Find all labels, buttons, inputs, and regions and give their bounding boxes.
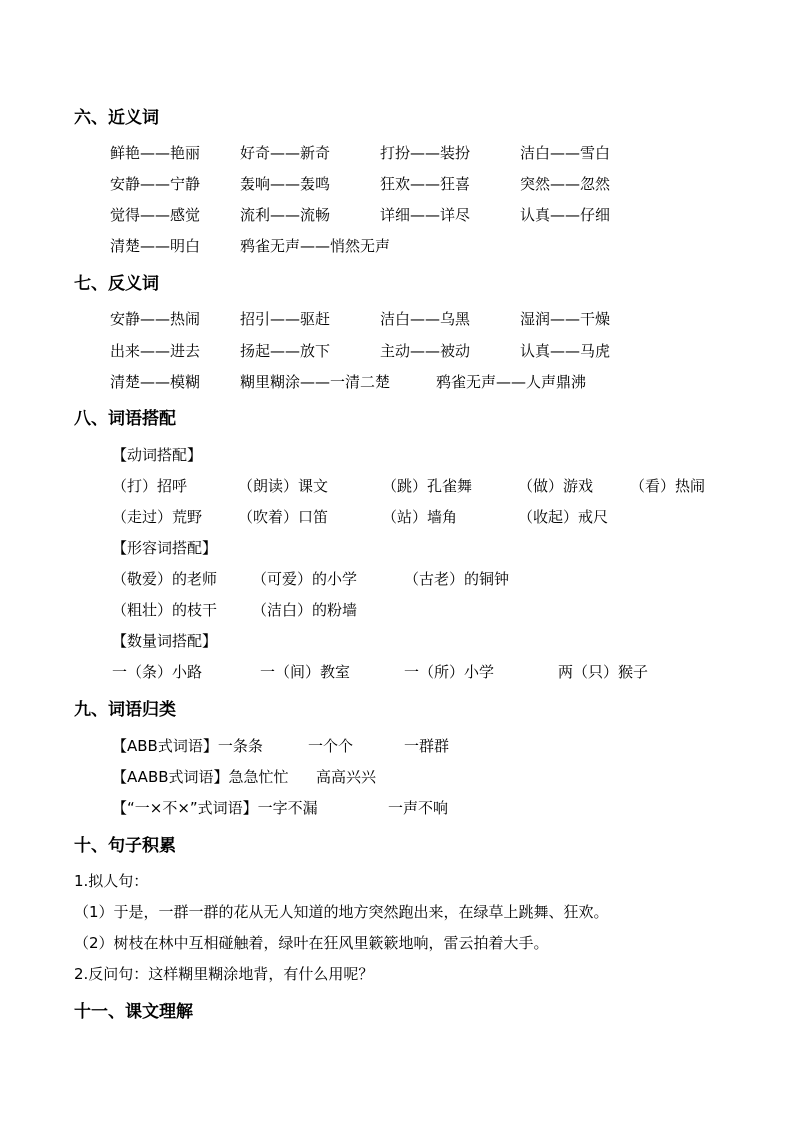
section-title-comprehension: 十一、课文理解 (74, 1002, 193, 1022)
word-pair: 安静——热闹 (110, 310, 201, 328)
word-pair: 湿润——干燥 (520, 310, 611, 328)
collocation: （朗读）课文 (238, 477, 329, 495)
collocation: 一（所）小学 (404, 663, 495, 681)
collocation: （可爱）的小学 (252, 570, 358, 588)
sentence-line: 2.反问句：这样糊里糊涂地背，有什么用呢？ (74, 965, 374, 983)
word-pair: 出来——进去 (110, 342, 201, 360)
word-pair: 糊里糊涂——一清二楚 (240, 373, 391, 391)
section-title-classification: 九、词语归类 (74, 700, 176, 720)
collocation: （走过）荒野 (112, 508, 203, 526)
word-group: 一个个 (308, 737, 354, 755)
adjective-collocation-label: 【形容词搭配】 (112, 539, 218, 557)
word-pair: 狂欢——狂喜 (380, 175, 471, 193)
word-pair: 流利——流畅 (240, 206, 331, 224)
collocation: （打）招呼 (112, 477, 188, 495)
word-pair: 轰响——轰鸣 (240, 175, 331, 193)
verb-collocation-label: 【动词搭配】 (112, 446, 203, 464)
word-pair: 清楚——明白 (110, 237, 201, 255)
word-pair: 鸦雀无声——人声鼎沸 (436, 373, 587, 391)
word-pair: 打扮——装扮 (380, 144, 471, 162)
word-pair: 鸦雀无声——悄然无声 (240, 237, 391, 255)
word-group: 【AABB式词语】急急忙忙 (112, 768, 289, 786)
word-pair: 觉得——感觉 (110, 206, 201, 224)
word-pair: 详细——详尽 (380, 206, 471, 224)
collocation: （站）墙角 (382, 508, 458, 526)
section-title-collocations: 八、词语搭配 (74, 409, 176, 429)
collocation: （跳）孔雀舞 (382, 477, 473, 495)
collocation: 一（条）小路 (112, 663, 203, 681)
section-title-synonyms: 六、近义词 (74, 108, 159, 128)
word-pair: 主动——被动 (380, 342, 471, 360)
collocation: （收起）戒尺 (518, 508, 609, 526)
word-pair: 突然——忽然 (520, 175, 611, 193)
collocation: （洁白）的粉墙 (252, 601, 358, 619)
sentence-line: （1）于是，一群一群的花从无人知道的地方突然跑出来，在绿草上跳舞、狂欢。 (74, 903, 609, 921)
collocation: （粗壮）的枝干 (112, 601, 218, 619)
word-pair: 安静——宁静 (110, 175, 201, 193)
section-title-sentences: 十、句子积累 (74, 836, 176, 856)
sentence-line: 1.拟人句： (74, 872, 149, 890)
word-pair: 洁白——雪白 (520, 144, 611, 162)
collocation: （吹着）口笛 (238, 508, 329, 526)
word-pair: 扬起——放下 (240, 342, 331, 360)
collocation: （古老）的铜钟 (404, 570, 510, 588)
word-group: 【ABB式词语】一条条 (112, 737, 263, 755)
collocation: （看）热闹 (630, 477, 706, 495)
word-group: 高高兴兴 (316, 768, 377, 786)
word-group: 一声不响 (388, 799, 449, 817)
collocation: 两（只）猴子 (558, 663, 649, 681)
collocation: （做）游戏 (518, 477, 594, 495)
section-title-antonyms: 七、反义词 (74, 274, 159, 294)
quantifier-collocation-label: 【数量词搭配】 (112, 632, 218, 650)
word-pair: 洁白——乌黑 (380, 310, 471, 328)
word-pair: 鲜艳——艳丽 (110, 144, 201, 162)
word-pair: 认真——仔细 (520, 206, 611, 224)
word-pair: 认真——马虎 (520, 342, 611, 360)
word-group: 一群群 (404, 737, 450, 755)
collocation: 一（间）教室 (260, 663, 351, 681)
word-pair: 清楚——模糊 (110, 373, 201, 391)
collocation: （敬爱）的老师 (112, 570, 218, 588)
word-pair: 招引——驱赶 (240, 310, 331, 328)
sentence-line: （2）树枝在林中互相碰触着，绿叶在狂风里簌簌地响，雷云拍着大手。 (74, 934, 549, 952)
word-group: 【“一×不×”式词语】一字不漏 (112, 799, 318, 817)
word-pair: 好奇——新奇 (240, 144, 331, 162)
